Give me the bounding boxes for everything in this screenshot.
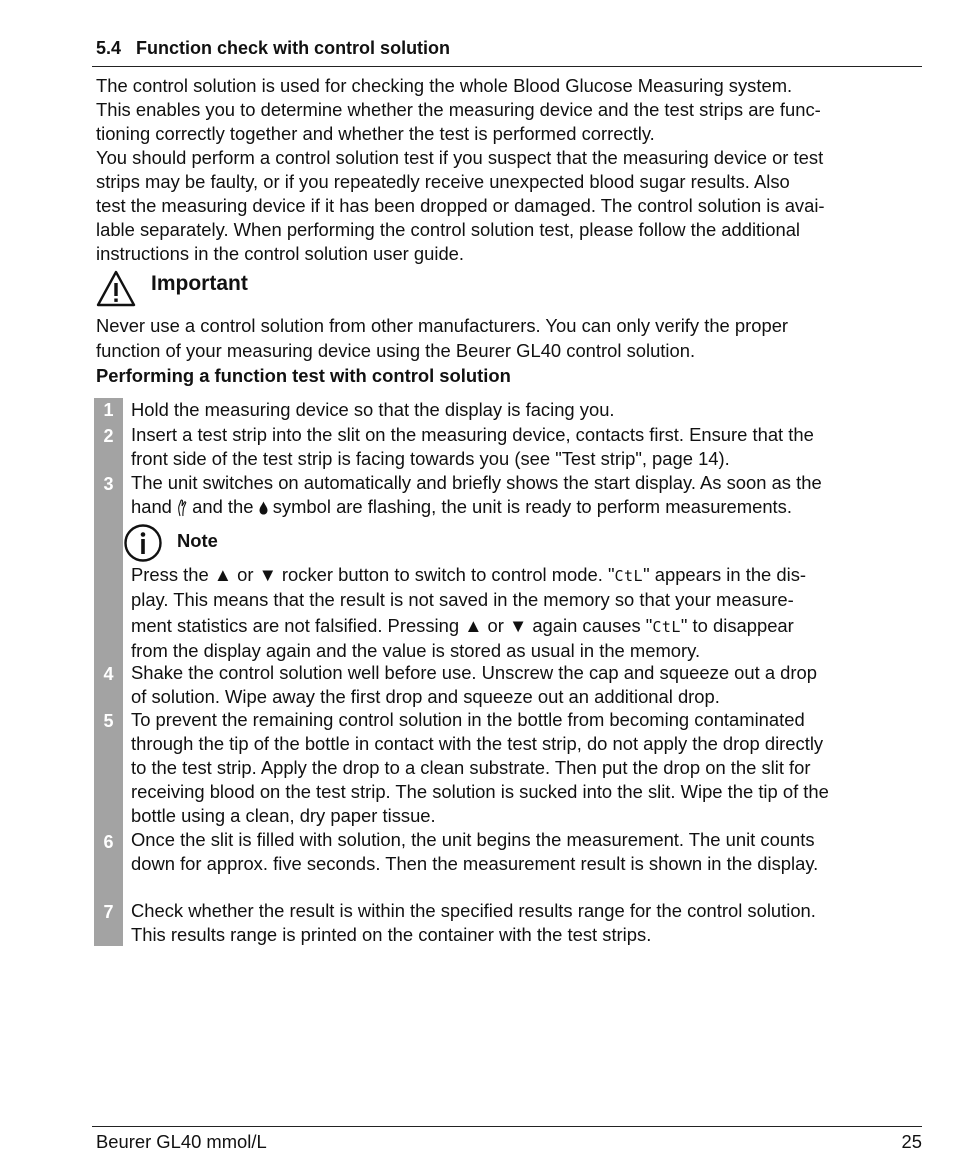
step-line: of solution. Wipe away the first drop and squeeze out an additional drop. [131,686,720,707]
note-title: Note [177,530,218,551]
note-line [131,614,923,639]
intro-line: strips may be faulty, or if you repeatedly receive unexpected blood sugar results. Also [96,171,790,192]
intro-text [96,74,922,266]
note-line: from the display again and the value is stored as usual in the memory. [131,640,701,661]
step-line: The unit switches on automatically and briefly shows the start display. As soon as the [131,472,822,493]
step-line: bottle using a clean, dry paper tissue. [131,805,436,826]
footer-product: Beurer GL40 mmol/L [96,1131,267,1152]
footer-rule [92,1126,922,1127]
step-3-text [131,471,923,519]
step-2-text [131,423,923,471]
note-segment: ment statistics are not falsified. Pressing [131,615,465,636]
important-line: function of your measuring device using the Beurer GL40 control solution. [96,340,696,361]
step-segment: hand [131,496,178,517]
warning-triangle-icon [96,270,136,308]
info-circle-icon [123,524,163,562]
section-heading [96,38,450,59]
step-number: 7 [103,902,114,922]
heading-rule [92,66,922,67]
step-number: 4 [103,664,114,684]
step-1-text [131,398,923,422]
intro-line: The control solution is used for checking the whole Blood Glucose Measuring system. [96,75,793,96]
step-5-text [131,708,923,828]
step-line: Check whether the result is within the specified results range for the control solution. [131,900,816,921]
step-line: Once the slit is filled with solution, the unit begins the measurement. The unit counts [131,829,815,850]
step-line: down for approx. five seconds. Then the measurement result is shown in the display. [131,853,819,874]
step-number: 5 [103,711,114,731]
step-number: 3 [103,474,114,494]
note-segment: rocker button to switch to control mode. " [276,564,615,585]
note-segment: or [482,615,509,636]
page-number: 25 [901,1131,922,1152]
hand-icon [177,499,187,517]
up-arrow-icon: ▲ [213,564,232,585]
intro-line: You should perform a control solution test if you suspect that the measuring device or test [96,147,824,168]
important-title: Important [151,272,248,295]
step-segment: symbol are flashing, the unit is ready to perform measurements. [267,496,792,517]
step-line: To prevent the remaining control solution in the bottle from becoming contaminated [131,709,805,730]
note-segment: Press the [131,564,214,585]
step-6-text [131,828,923,876]
step-line [131,495,923,519]
intro-line: tioning correctly together and whether the test is performed correctly. [96,123,655,144]
note-segment: " appears in the dis- [643,564,807,585]
step-7-text [131,899,923,947]
step-line: to the test strip. Apply the drop to a clean substrate. Then put the drop on the slit for [131,757,811,778]
step-line: This results range is printed on the container with the test strips. [131,924,652,945]
perform-heading: Performing a function test with control solution [96,365,511,386]
note-segment: again causes " [527,615,653,636]
important-text [96,313,922,363]
note-line [131,563,923,588]
step-line: front side of the test strip is facing towards you (see "Test strip", page 14). [131,448,730,469]
note-segment: or [232,564,259,585]
intro-line: lable separately. When performing the control solution test, please follow the additional [96,219,801,240]
note-segment: " to disappear [680,615,794,636]
step-line: Hold the measuring device so that the display is facing you. [131,399,615,420]
note-callout [123,524,423,562]
important-callout [96,270,922,310]
step-line: Shake the control solution well before use. Unscrew the cap and squeeze out a drop [131,662,817,683]
up-arrow-icon: ▲ [464,615,483,636]
down-arrow-icon: ▼ [258,564,277,585]
intro-line: instructions in the control solution user guide. [96,243,465,264]
important-line: Never use a control solution from other manufacturers. You can only verify the proper [96,315,789,336]
step-number: 6 [103,832,114,852]
section-number: 5.4 [96,38,122,58]
step-number: 2 [103,426,114,446]
down-arrow-icon: ▼ [509,615,528,636]
step-4-text [131,661,923,709]
step-line: through the tip of the bottle in contact with the test strip, do not apply the drop directly [131,733,824,754]
intro-line: test the measuring device if it has been dropped or damaged. The control solution is avai- [96,195,825,216]
step-number: 1 [103,400,114,420]
step-line: receiving blood on the test strip. The solution is sucked into the slit. Wipe the tip of the [131,781,829,802]
section-title: Function check with control solution [136,38,451,58]
ctl-display-symbol: CtL [614,567,644,585]
note-text [131,563,923,663]
intro-line: This enables you to determine whether the measuring device and the test strips are func- [96,99,821,120]
step-segment: and the [187,496,259,517]
blood-drop-icon [259,501,268,515]
step-line: Insert a test strip into the slit on the measuring device, contacts first. Ensure that the [131,424,814,445]
ctl-display-symbol: CtL [652,618,681,636]
note-line: play. This means that the result is not saved in the memory so that your measure- [131,589,794,610]
